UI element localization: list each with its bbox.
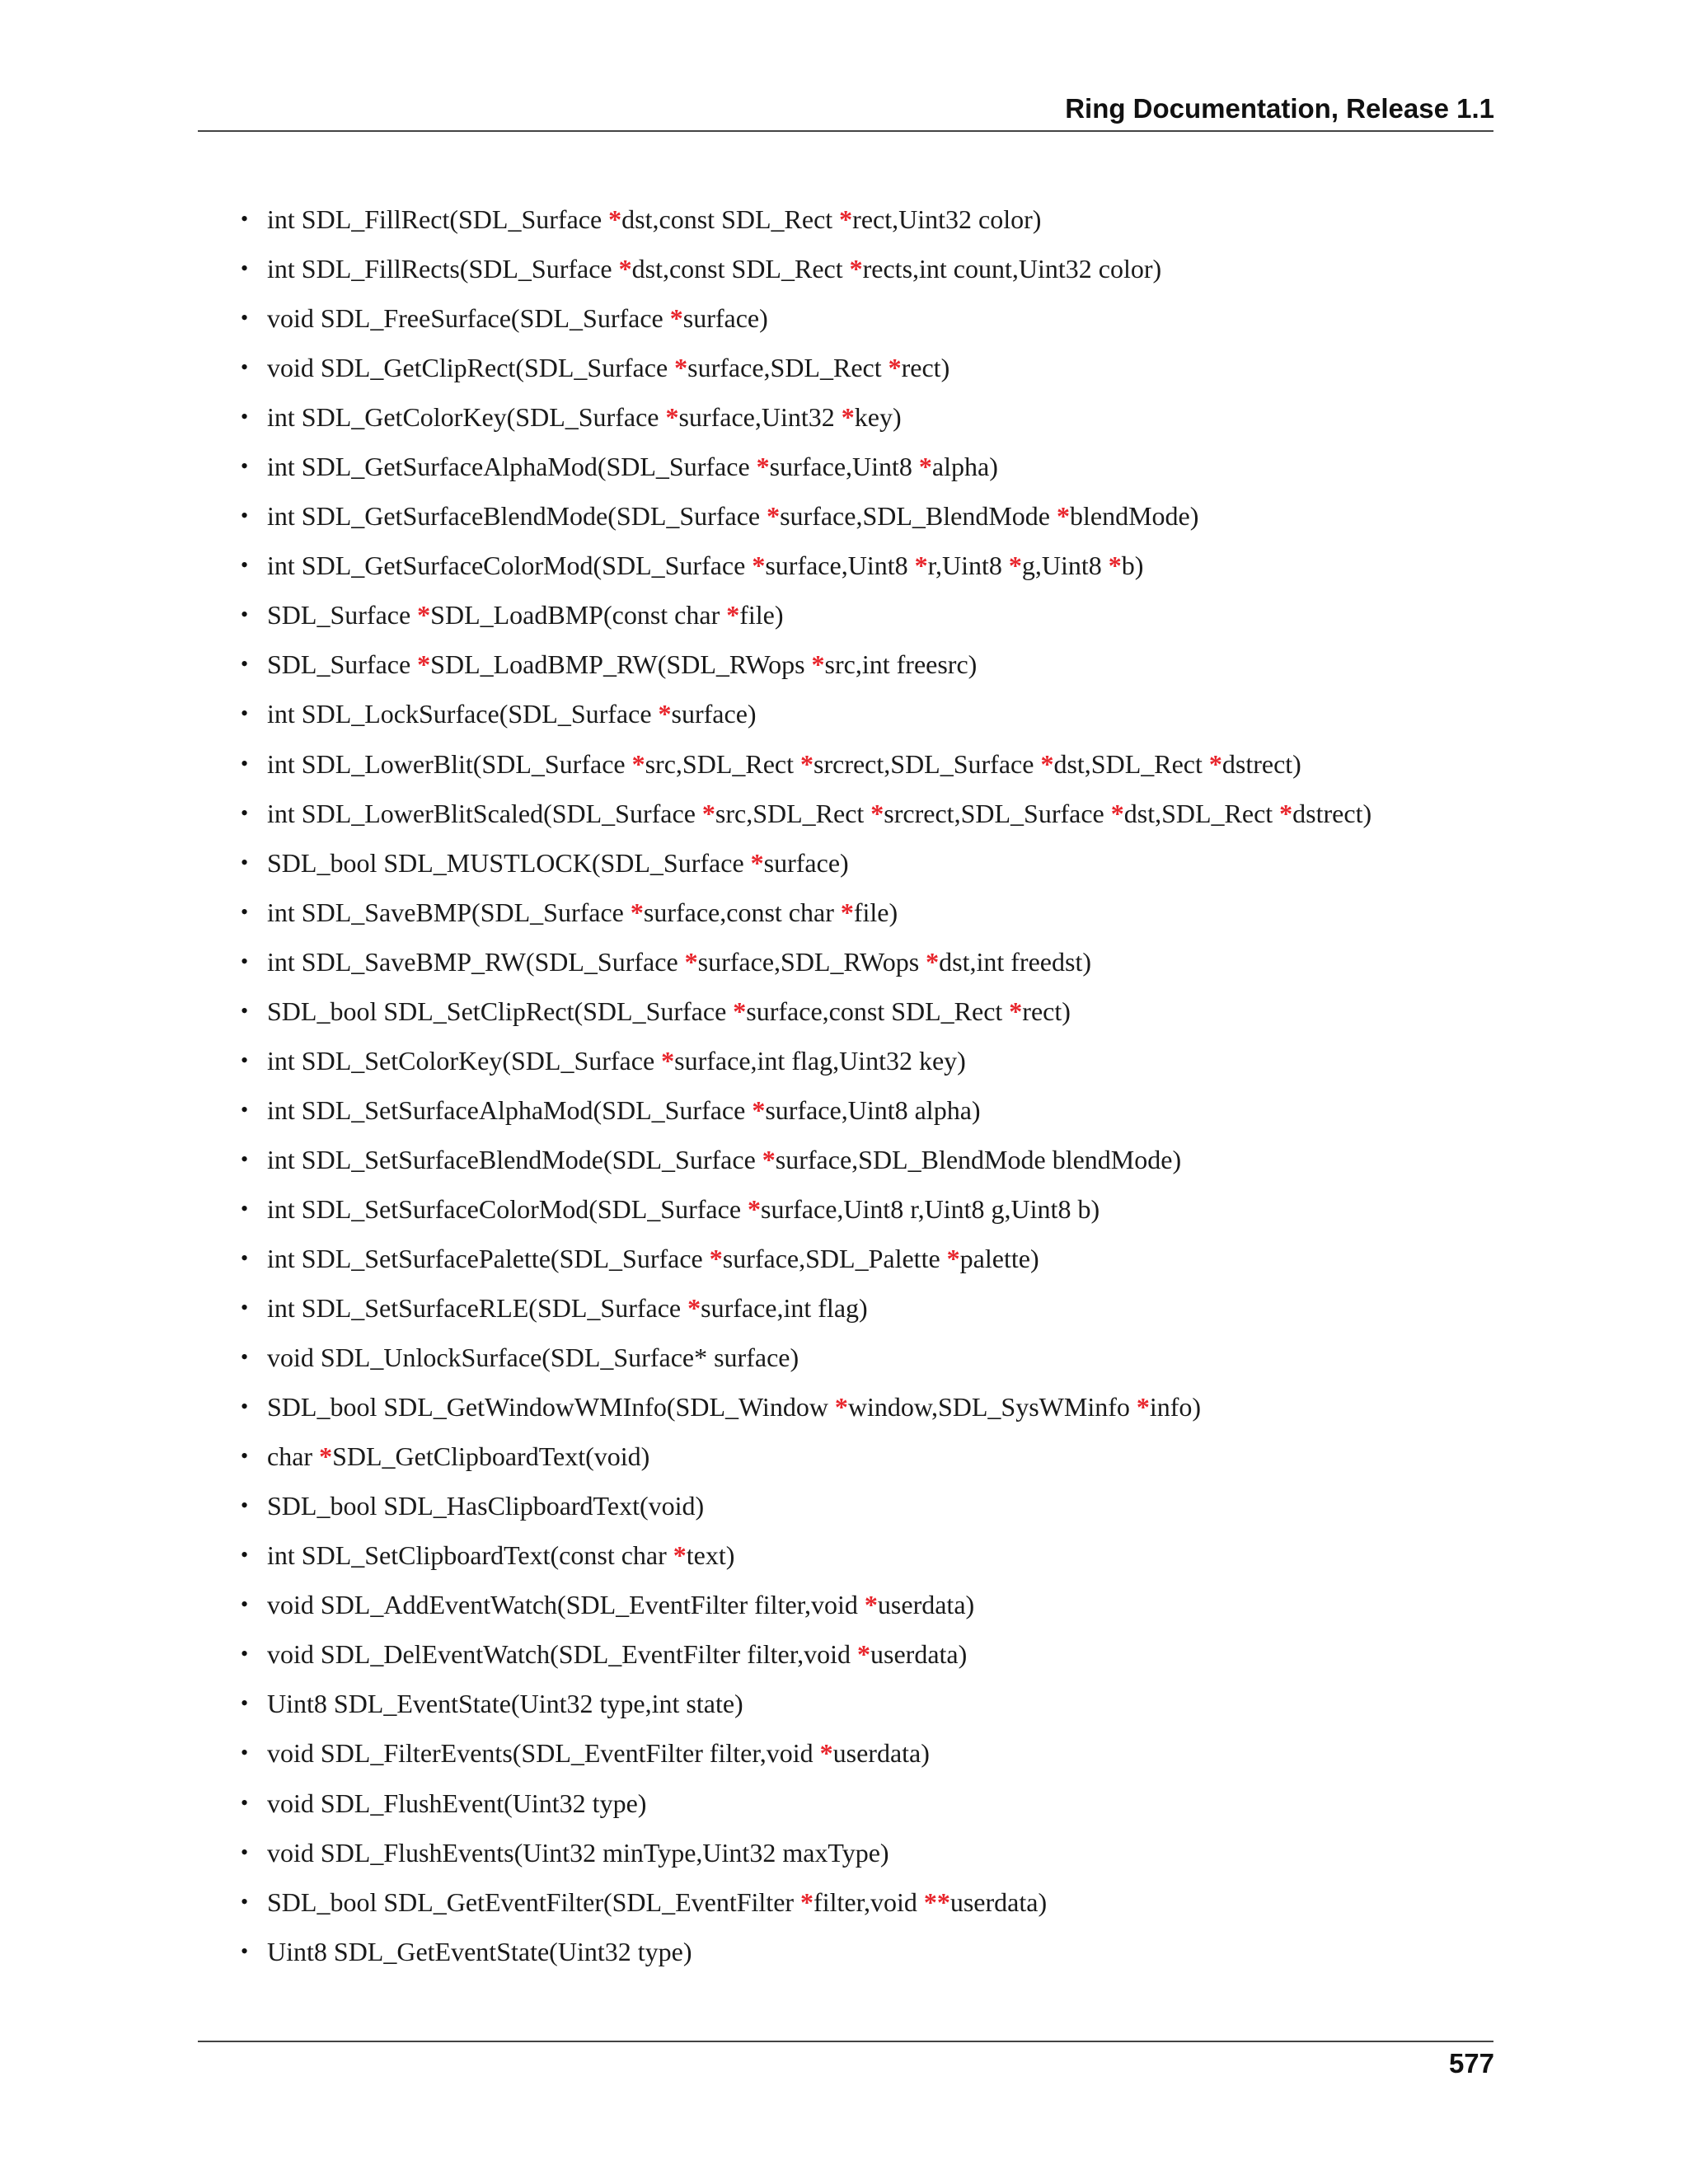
api-signature: int SDL_GetColorKey(SDL_Surface *surface,Uint32 *key) bbox=[267, 402, 902, 433]
api-signature: Uint8 SDL_GetEventState(Uint32 type) bbox=[267, 1936, 692, 1966]
list-item bbox=[237, 1728, 1523, 1778]
list-item bbox=[237, 1382, 1523, 1432]
list-item bbox=[237, 590, 1523, 640]
header-title: Ring Documentation, Release 1.1 bbox=[1065, 93, 1494, 124]
list-item bbox=[237, 1927, 1523, 1976]
api-signature: int SDL_FillRect(SDL_Surface *dst,const SDL_Rect *rect,Uint32 color) bbox=[267, 204, 1042, 234]
bullet-icon: • bbox=[241, 1592, 249, 1617]
bullet-icon: • bbox=[241, 1296, 249, 1320]
bullet-icon: • bbox=[241, 1938, 249, 1963]
list-item bbox=[237, 1828, 1523, 1877]
bullet-icon: • bbox=[241, 949, 249, 973]
api-signature: void SDL_FilterEvents(SDL_EventFilter filter,void *userdata) bbox=[267, 1738, 930, 1769]
api-signature: int SDL_LowerBlit(SDL_Surface *src,SDL_Rect *srcrect,SDL_Surface *dst,SDL_Rect *dstrect) bbox=[267, 748, 1301, 779]
list-item bbox=[237, 1283, 1523, 1333]
list-item bbox=[237, 1184, 1523, 1234]
bullet-icon: • bbox=[241, 751, 249, 776]
bullet-icon: • bbox=[241, 553, 249, 578]
api-signature: int SDL_SetSurfacePalette(SDL_Surface *surface,SDL_Palette *palette) bbox=[267, 1243, 1039, 1273]
api-signature: int SDL_FillRects(SDL_Surface *dst,const SDL_Rect *rects,int count,Uint32 color) bbox=[267, 254, 1162, 284]
list-item bbox=[237, 1679, 1523, 1728]
list-item bbox=[237, 442, 1523, 491]
api-signature: SDL_bool SDL_MUSTLOCK(SDL_Surface *surface) bbox=[267, 847, 849, 878]
list-item bbox=[237, 838, 1523, 888]
api-signature: int SDL_SetSurfaceColorMod(SDL_Surface *surface,Uint8 r,Uint8 g,Uint8 b) bbox=[267, 1193, 1100, 1224]
list-item bbox=[237, 640, 1523, 689]
api-signature: SDL_bool SDL_GetEventFilter(SDL_EventFilter *filter,void **userdata) bbox=[267, 1886, 1048, 1917]
bullet-icon: • bbox=[241, 355, 249, 380]
bullet-icon: • bbox=[241, 207, 249, 231]
list-item bbox=[237, 194, 1523, 244]
bullet-icon: • bbox=[241, 454, 249, 479]
bullet-icon: • bbox=[241, 1889, 249, 1914]
list-item bbox=[237, 937, 1523, 987]
list-item bbox=[237, 1432, 1523, 1481]
bullet-icon: • bbox=[241, 998, 249, 1023]
list-item bbox=[237, 888, 1523, 937]
api-signature: int SDL_SaveBMP(SDL_Surface *surface,const char *file) bbox=[267, 897, 898, 927]
list-item bbox=[237, 1333, 1523, 1382]
api-signature: SDL_Surface *SDL_LoadBMP_RW(SDL_RWops *src,int freesrc) bbox=[267, 649, 978, 680]
bullet-icon: • bbox=[241, 1691, 249, 1716]
api-signature: void SDL_UnlockSurface(SDL_Surface* surface) bbox=[267, 1343, 799, 1373]
list-item bbox=[237, 1234, 1523, 1283]
list-item bbox=[237, 789, 1523, 838]
list-item bbox=[237, 739, 1523, 789]
page-number: 577 bbox=[1448, 2048, 1494, 2079]
api-signature: void SDL_AddEventWatch(SDL_EventFilter filter,void *userdata) bbox=[267, 1590, 975, 1620]
api-signature: SDL_Surface *SDL_LoadBMP(const char *file) bbox=[267, 600, 784, 630]
bullet-icon: • bbox=[241, 1245, 249, 1270]
bullet-icon: • bbox=[241, 1840, 249, 1864]
api-signature: char *SDL_GetClipboardText(void) bbox=[267, 1441, 650, 1472]
bullet-icon: • bbox=[241, 1741, 249, 1765]
api-signature: int SDL_SaveBMP_RW(SDL_Surface *surface,SDL_RWops *dst,int freedst) bbox=[267, 946, 1091, 977]
api-signature: SDL_bool SDL_GetWindowWMInfo(SDL_Window *window,SDL_SysWMinfo *info) bbox=[267, 1392, 1202, 1422]
list-item bbox=[237, 689, 1523, 738]
bullet-icon: • bbox=[241, 405, 249, 429]
api-signature: SDL_bool SDL_SetClipRect(SDL_Surface *surface,const SDL_Rect *rect) bbox=[267, 996, 1071, 1026]
bullet-icon: • bbox=[241, 850, 249, 874]
list-item bbox=[237, 491, 1523, 541]
api-signature: int SDL_LowerBlitScaled(SDL_Surface *src,SDL_Rect *srcrect,SDL_Surface *dst,SDL_Rect *dstrect) bbox=[267, 798, 1372, 828]
bullet-icon: • bbox=[241, 1345, 249, 1370]
api-signature: int SDL_GetSurfaceBlendMode(SDL_Surface *surface,SDL_BlendMode *blendMode) bbox=[267, 501, 1199, 532]
list-item bbox=[237, 1580, 1523, 1629]
list-item bbox=[237, 244, 1523, 293]
bullet-icon: • bbox=[241, 504, 249, 528]
bullet-icon: • bbox=[241, 1444, 249, 1469]
api-signature: int SDL_GetSurfaceColorMod(SDL_Surface *surface,Uint8 *r,Uint8 *g,Uint8 *b) bbox=[267, 551, 1144, 581]
api-signature: int SDL_SetSurfaceRLE(SDL_Surface *surface,int flag) bbox=[267, 1293, 868, 1324]
api-signature: int SDL_LockSurface(SDL_Surface *surface) bbox=[267, 699, 757, 729]
footer-rule bbox=[198, 2041, 1493, 2042]
list-item bbox=[237, 293, 1523, 343]
api-signature: void SDL_FlushEvents(Uint32 minType,Uint32 maxType) bbox=[267, 1837, 889, 1868]
bullet-icon: • bbox=[241, 602, 249, 627]
header-rule bbox=[198, 130, 1493, 132]
list-item bbox=[237, 1085, 1523, 1135]
list-item bbox=[237, 1877, 1523, 1927]
api-signature: void SDL_DelEventWatch(SDL_EventFilter filter,void *userdata) bbox=[267, 1639, 968, 1670]
api-signature: Uint8 SDL_EventState(Uint32 type,int state) bbox=[267, 1689, 743, 1719]
bullet-icon: • bbox=[241, 899, 249, 924]
bullet-icon: • bbox=[241, 256, 249, 281]
bullet-icon: • bbox=[241, 1394, 249, 1419]
api-signature: int SDL_SetClipboardText(const char *text) bbox=[267, 1540, 735, 1571]
api-signature: int SDL_SetSurfaceBlendMode(SDL_Surface *surface,SDL_BlendMode blendMode) bbox=[267, 1144, 1182, 1174]
bullet-icon: • bbox=[241, 1493, 249, 1518]
bullet-icon: • bbox=[241, 1790, 249, 1815]
list-item bbox=[237, 541, 1523, 590]
api-signature: int SDL_GetSurfaceAlphaMod(SDL_Surface *surface,Uint8 *alpha) bbox=[267, 452, 998, 482]
list-item bbox=[237, 1530, 1523, 1580]
bullet-icon: • bbox=[241, 1196, 249, 1221]
api-signature: SDL_bool SDL_HasClipboardText(void) bbox=[267, 1491, 705, 1521]
api-signature: void SDL_FlushEvent(Uint32 type) bbox=[267, 1788, 647, 1818]
bullet-icon: • bbox=[241, 1642, 249, 1666]
api-function-list bbox=[237, 194, 1523, 1976]
api-signature: int SDL_SetColorKey(SDL_Surface *surface,int flag,Uint32 key) bbox=[267, 1045, 966, 1076]
list-item bbox=[237, 1135, 1523, 1184]
bullet-icon: • bbox=[241, 1047, 249, 1072]
list-item bbox=[237, 1036, 1523, 1085]
list-item bbox=[237, 1629, 1523, 1679]
list-item bbox=[237, 392, 1523, 442]
bullet-icon: • bbox=[241, 1543, 249, 1568]
list-item bbox=[237, 1481, 1523, 1530]
api-signature: int SDL_SetSurfaceAlphaMod(SDL_Surface *surface,Uint8 alpha) bbox=[267, 1094, 981, 1125]
list-item bbox=[237, 987, 1523, 1036]
api-signature: void SDL_FreeSurface(SDL_Surface *surface) bbox=[267, 303, 768, 334]
bullet-icon: • bbox=[241, 701, 249, 726]
bullet-icon: • bbox=[241, 652, 249, 677]
list-item bbox=[237, 1779, 1523, 1828]
bullet-icon: • bbox=[241, 306, 249, 330]
api-signature: void SDL_GetClipRect(SDL_Surface *surface,SDL_Rect *rect) bbox=[267, 353, 950, 383]
bullet-icon: • bbox=[241, 800, 249, 825]
list-item bbox=[237, 343, 1523, 392]
bullet-icon: • bbox=[241, 1146, 249, 1171]
bullet-icon: • bbox=[241, 1097, 249, 1122]
